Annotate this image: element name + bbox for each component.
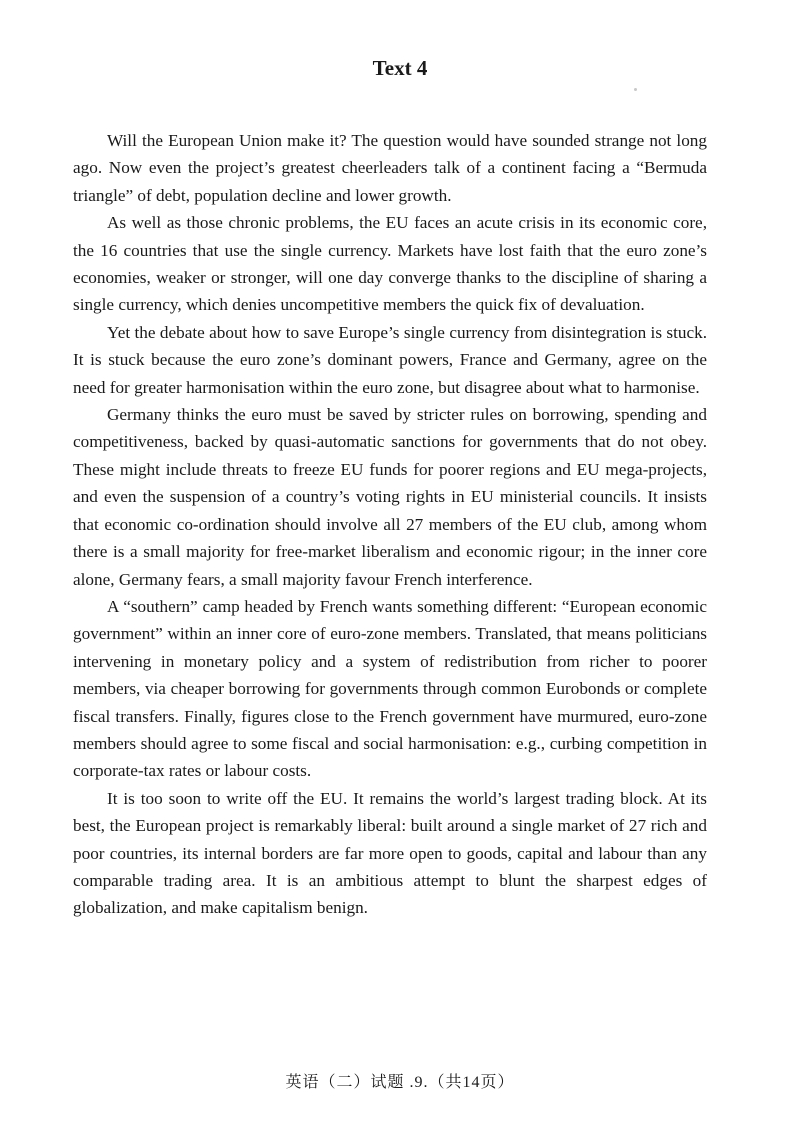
paragraph-2: As well as those chronic problems, the EU faces an acute crisis in its economic core, the 16 countries that use the single currency. Markets have lost faith that the euro zone’s economies, weaker or stronger, will one day converge thanks to the discipline of sharing a single currency, which denies uncompetitive members the quick fix of devaluation. bbox=[73, 213, 707, 315]
paragraph-5: A “southern” camp headed by French wants something different: “European economic government” within an inner core of euro-zone members. Translated, that means politicians intervening in monetary policy and a system of redistribution from richer to poorer members, via cheaper borrowing for governments through common Eurobonds or complete fiscal transfers. Finally, figures close to the French government have murmured, euro-zone members should agree to some fiscal and social harmonisation: e.g., curbing competition in corporate-tax rates or labour costs. bbox=[73, 596, 707, 781]
page-footer: 英语（二）试题 .9.（共14页） bbox=[285, 1074, 515, 1091]
passage-body bbox=[73, 127, 707, 922]
scan-speck bbox=[634, 88, 637, 91]
passage-title: Text 4 bbox=[372, 56, 428, 80]
paragraph-6: It is too soon to write off the EU. It remains the world’s largest trading block. At its best, the European project is remarkably liberal: built around a single market of 27 rich and poor countries, its internal borders are far more open to goods, capital and labour than any comparable trading area. It is an ambitious attempt to blunt the sharpest edges of globalization, and make capitalism benign. bbox=[73, 788, 707, 918]
paragraph-1: Will the European Union make it? The question would have sounded strange not long ago. Now even the project’s greatest cheerleaders talk of a continent facing a “Bermuda triangle” of debt, population decline and lower growth. bbox=[73, 131, 707, 205]
paragraph-3: Yet the debate about how to save Europe’s single currency from disintegration is stuck. It is stuck because the euro zone’s dominant powers, France and Germany, agree on the need for greater harmonisation within the euro zone, but disagree about what to harmonise. bbox=[73, 322, 707, 397]
paragraph-4: Germany thinks the euro must be saved by stricter rules on borrowing, spending and competitiveness, backed by quasi-automatic sanctions for governments that do not obey. These might include threats to freeze EU funds for poorer regions and EU mega-projects, and even the suspension of a country’s voting rights in EU ministerial councils. It insists that economic co-ordination should involve all 27 members of the EU club, among whom there is a small majority for free-market liberalism and economic rigour; in the inner core alone, Germany fears, a small majority favour French interference. bbox=[73, 405, 707, 589]
